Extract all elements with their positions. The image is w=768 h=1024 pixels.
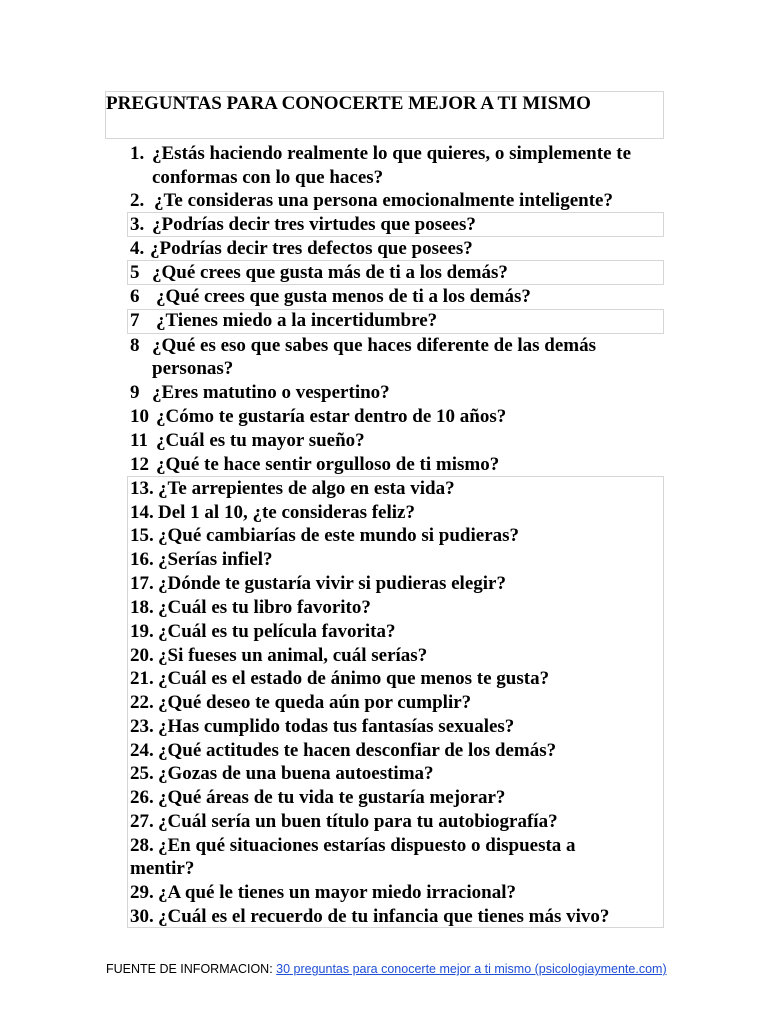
question-text: conformas con lo que haces?	[152, 167, 384, 188]
question-text: ¿Te consideras una persona emocionalmente inteligente?	[154, 190, 613, 211]
question-text: ¿Te arrepientes de algo en esta vida?	[158, 478, 455, 499]
question-number: 26.	[130, 787, 154, 808]
question-number: 7	[130, 310, 140, 331]
question-text: ¿Podrías decir tres virtudes que posees?	[152, 214, 476, 235]
question-number: 2.	[130, 190, 145, 211]
question-text: ¿Qué actitudes te hacen desconfiar de los demás?	[158, 740, 557, 761]
question-text: ¿Dónde te gustaría vivir si pudieras elegir?	[158, 573, 506, 594]
question-text: ¿Serías infiel?	[158, 549, 273, 570]
question-text: ¿Qué es eso que sabes que haces diferente de las demás	[152, 335, 597, 356]
question-number: 25.	[130, 763, 154, 784]
question-text: mentir?	[130, 858, 195, 879]
question-text: ¿Cuál sería un buen título para tu autobiografía?	[158, 811, 558, 832]
question-text: ¿Estás haciendo realmente lo que quieres, o simplemente te	[152, 143, 632, 164]
question-text: Del 1 al 10, ¿te consideras feliz?	[158, 502, 415, 523]
question-number: 6	[130, 286, 140, 307]
question-number: 11	[130, 430, 148, 451]
question-text: ¿Qué te hace sentir orgulloso de ti mismo?	[156, 454, 500, 475]
question-text: ¿Cuál es el recuerdo de tu infancia que tienes más vivo?	[158, 906, 610, 927]
question-number: 10	[130, 406, 149, 427]
question-number: 22.	[130, 692, 154, 713]
question-text: ¿Has cumplido todas tus fantasías sexuales?	[158, 716, 515, 737]
question-text: ¿Cómo te gustaría estar dentro de 10 años?	[156, 406, 507, 427]
question-number: 15.	[130, 525, 154, 546]
question-number: 21.	[130, 668, 154, 689]
question-text: ¿Qué crees que gusta menos de ti a los demás?	[156, 286, 531, 307]
question-number: 3.	[130, 214, 145, 235]
question-number: 23.	[130, 716, 154, 737]
question-text: ¿Qué cambiarías de este mundo si pudieras?	[158, 525, 520, 546]
question-text: ¿Podrías decir tres defectos que posees?	[150, 238, 473, 259]
question-number: 17.	[130, 573, 154, 594]
question-number: 1.	[130, 143, 145, 164]
question-number: 8	[130, 335, 140, 356]
question-number: 14.	[130, 502, 154, 523]
question-number: 16.	[130, 549, 154, 570]
question-text: ¿A qué le tienes un mayor miedo irracional?	[158, 882, 516, 903]
page-title: PREGUNTAS PARA CONOCERTE MEJOR A TI MISMO	[106, 93, 591, 114]
question-number: 27.	[130, 811, 154, 832]
source-link[interactable]: 30 preguntas para conocerte mejor a ti mismo (psicologiaymente.com)	[276, 962, 667, 976]
question-text: ¿Qué crees que gusta más de ti a los demás?	[152, 262, 508, 283]
question-text: personas?	[152, 358, 234, 379]
source-footer	[106, 961, 667, 977]
question-text: ¿Eres matutino o vespertino?	[152, 382, 390, 403]
question-number: 9	[130, 382, 140, 403]
question-number: 28.	[130, 835, 154, 856]
question-number: 12	[130, 454, 149, 475]
question-number: 4.	[130, 238, 145, 259]
question-text: ¿Cuál es tu libro favorito?	[158, 597, 371, 618]
question-text: ¿Si fueses un animal, cuál serías?	[158, 645, 428, 666]
question-text: ¿Tienes miedo a la incertidumbre?	[156, 310, 438, 331]
question-text: ¿Qué deseo te queda aún por cumplir?	[158, 692, 472, 713]
question-text: ¿Gozas de una buena autoestima?	[158, 763, 434, 784]
question-number: 24.	[130, 740, 154, 761]
question-number: 18.	[130, 597, 154, 618]
question-text: ¿Cuál es tu mayor sueño?	[156, 430, 365, 451]
question-number: 19.	[130, 621, 154, 642]
question-text: ¿Cuál es tu película favorita?	[158, 621, 396, 642]
question-text: ¿En qué situaciones estarías dispuesto o dispuesta a	[158, 835, 576, 856]
question-number: 20.	[130, 645, 154, 666]
question-number: 29.	[130, 882, 154, 903]
question-number: 13.	[130, 478, 154, 499]
question-number: 30.	[130, 906, 154, 927]
question-number: 5	[130, 262, 140, 283]
source-label: FUENTE DE INFORMACION:	[106, 962, 277, 976]
question-text: ¿Cuál es el estado de ánimo que menos te gusta?	[158, 668, 550, 689]
question-text: ¿Qué áreas de tu vida te gustaría mejorar?	[158, 787, 506, 808]
